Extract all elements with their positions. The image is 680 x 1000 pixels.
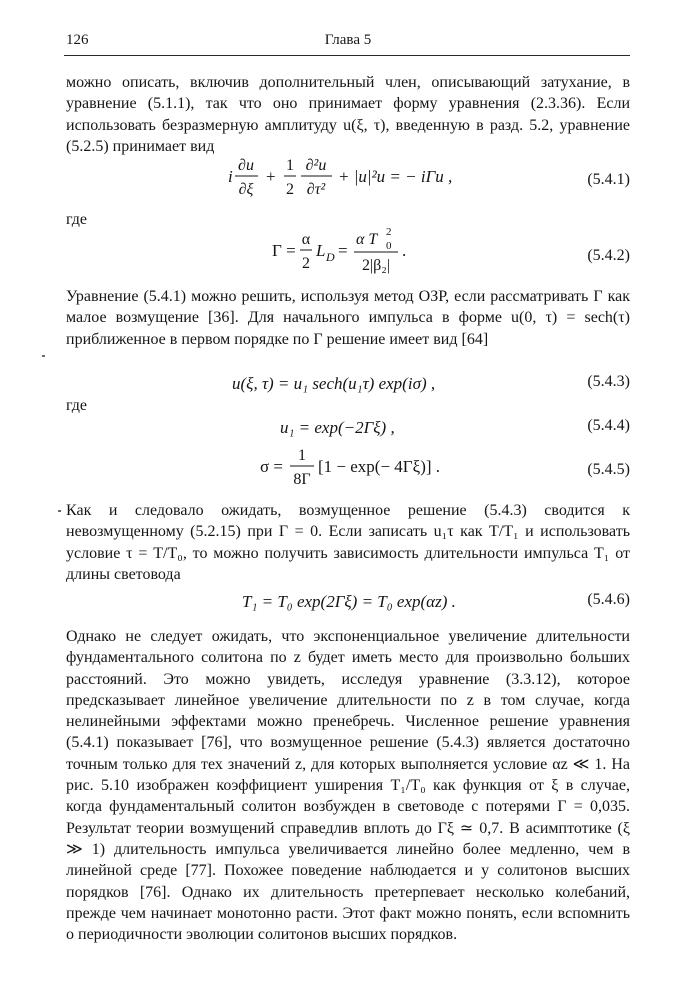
equation-5-4-1 [66,152,630,200]
where-label-2: где [66,397,88,414]
eq-5-4-1-rest: + |u|²u = − iΓu , [338,167,453,186]
eq-5-4-2-D: D [326,250,335,264]
page-number: 126 [66,32,89,48]
eq-5-4-3-text: u(ξ, τ) = u₁ sech(u₁τ) exp(iσ) , [232,374,436,393]
eq-5-4-1-i: i [228,167,233,186]
where-label-1: где [66,211,88,228]
eq-5-4-2-lhs: Γ = [272,241,296,260]
eq-5-4-2-den: 2|β₂| [361,257,391,274]
equation-5-4-4 [66,416,630,440]
paragraph-2: Уравнение (5.4.1) можно решить, используя метод ОЗР, если рассматривать Γ как малое возмущение [36]. Для начального импульса в форме u(0, τ) = sech(τ) приближенное в первом порядке по Γ решение имеет вид [64] [66,288,630,348]
eq-5-4-2-num: α T [356,231,378,248]
eq-5-4-1-two: 2 [286,181,294,198]
eq-5-4-5-rest: [1 − exp(− 4Γξ)] . [318,457,441,476]
paragraph-3: Как и следовало ожидать, возмущенное решение (5.4.3) сводится к невозмущенному (5.2.15) при Γ = 0. Если записать u₁τ как T/T₁ и использовать условие τ = T/T₀, то можно получить зависимость длительности импульса T₁ от длины световода [66,502,630,583]
chapter-title: Глава 5 [324,32,372,48]
equation-5-4-6 [66,590,630,614]
paragraph-1: можно описать, включив дополнительный член, описывающий затухание, в уравнение (5.1.1), так что оно принимает форму уравнения (2.3.36). Если использовать безразмерную амплитуду u(ξ, τ), введенную в разд. 5.2, уравнение (5.2.5) принимает вид [66,74,630,155]
eq-5-4-2-two: 2 [302,255,310,272]
equation-number-5-4-3: (5.4.3) [587,373,630,390]
equation-number-5-4-4: (5.4.4) [587,417,630,434]
margin-dot [42,355,45,357]
eq-5-4-1-dtau2: ∂τ² [306,181,326,198]
equation-5-4-5 [66,442,630,494]
equation-number-5-4-5: (5.4.5) [587,461,630,478]
paragraph-4: Однако не следует ожидать, что экспоненциальное увеличение длительности фундаментального солитона по z будет иметь место для произвольно больших расстояний. Это можно увидеть, исследуя уравнение (3.3.12), которое предсказывает линейное увеличение длительности по z в том случае, когда нелинейными эффектами можно пренебречь. Численное решение уравнения (5.4.1) показывает [76], что возмущенное решение (5.4.3) является достаточно точным только для тех значений z, для которых выполняется условие αz ≪ 1. На рис. 5.10 изображен коэффициент уширения T₁/T₀ как функция от ξ в случае, когда фундаментальный солитон возбужден в световоде с потерями Γ = 0,035. Результат теории возмущений справедлив вплоть до Γξ ≃ 0,7. В асимптотике (ξ ≫ 1) длительность импульса увеличивается линейно более медленно, чем в линейной среде [77]. Похожее поведение наблюдается и у солитонов высших порядков [76]. Однако их длительность претерпевает несколько колебаний, прежде чем начинает монотонно расти. Этот факт можно понять, если вспомнить о периодичности эволюции солитонов высших порядков. [66,628,630,944]
eq-5-4-5-num: 1 [298,447,306,464]
eq-5-4-4-text: u₁ = exp(−2Γξ) , [280,418,395,437]
eq-5-4-1-d2u: ∂²u [305,157,327,174]
eq-5-4-1-du: ∂u [238,157,254,174]
eq-5-4-2-dot: . [402,241,407,260]
eq-5-4-5-den: 8Γ [293,471,311,488]
eq-5-4-2-sup: 2 [386,226,392,238]
eq-5-4-1-one: 1 [286,157,294,174]
margin-dot [58,510,61,512]
eq-5-4-2-sub: 0 [386,240,392,252]
eq-5-4-6-text: T₁ = T₀ exp(2Γξ) = T₀ exp(αz) . [242,592,456,611]
equation-5-4-3 [66,372,630,396]
eq-5-4-1-plus: + [266,167,276,186]
eq-5-4-1-dxi: ∂ξ [238,181,254,198]
eq-5-4-5-lhs: σ = [260,457,284,476]
equation-5-4-5-formula [66,442,496,494]
equation-5-4-6-formula [66,590,496,614]
equation-number-5-4-6: (5.4.6) [587,591,630,608]
equation-number-5-4-1: (5.4.1) [587,171,630,188]
equation-5-4-3-formula [66,372,496,396]
header-rule [64,55,630,56]
equation-5-4-1-formula [66,152,496,200]
eq-5-4-2-equals: = [338,241,348,260]
equation-number-5-4-2: (5.4.2) [587,247,630,264]
eq-5-4-2-alpha: α [301,231,311,248]
equation-5-4-2 [66,226,630,278]
equation-5-4-2-formula [66,226,496,278]
equation-5-4-4-formula [66,416,496,440]
eq-5-4-2-L: L [316,241,326,260]
